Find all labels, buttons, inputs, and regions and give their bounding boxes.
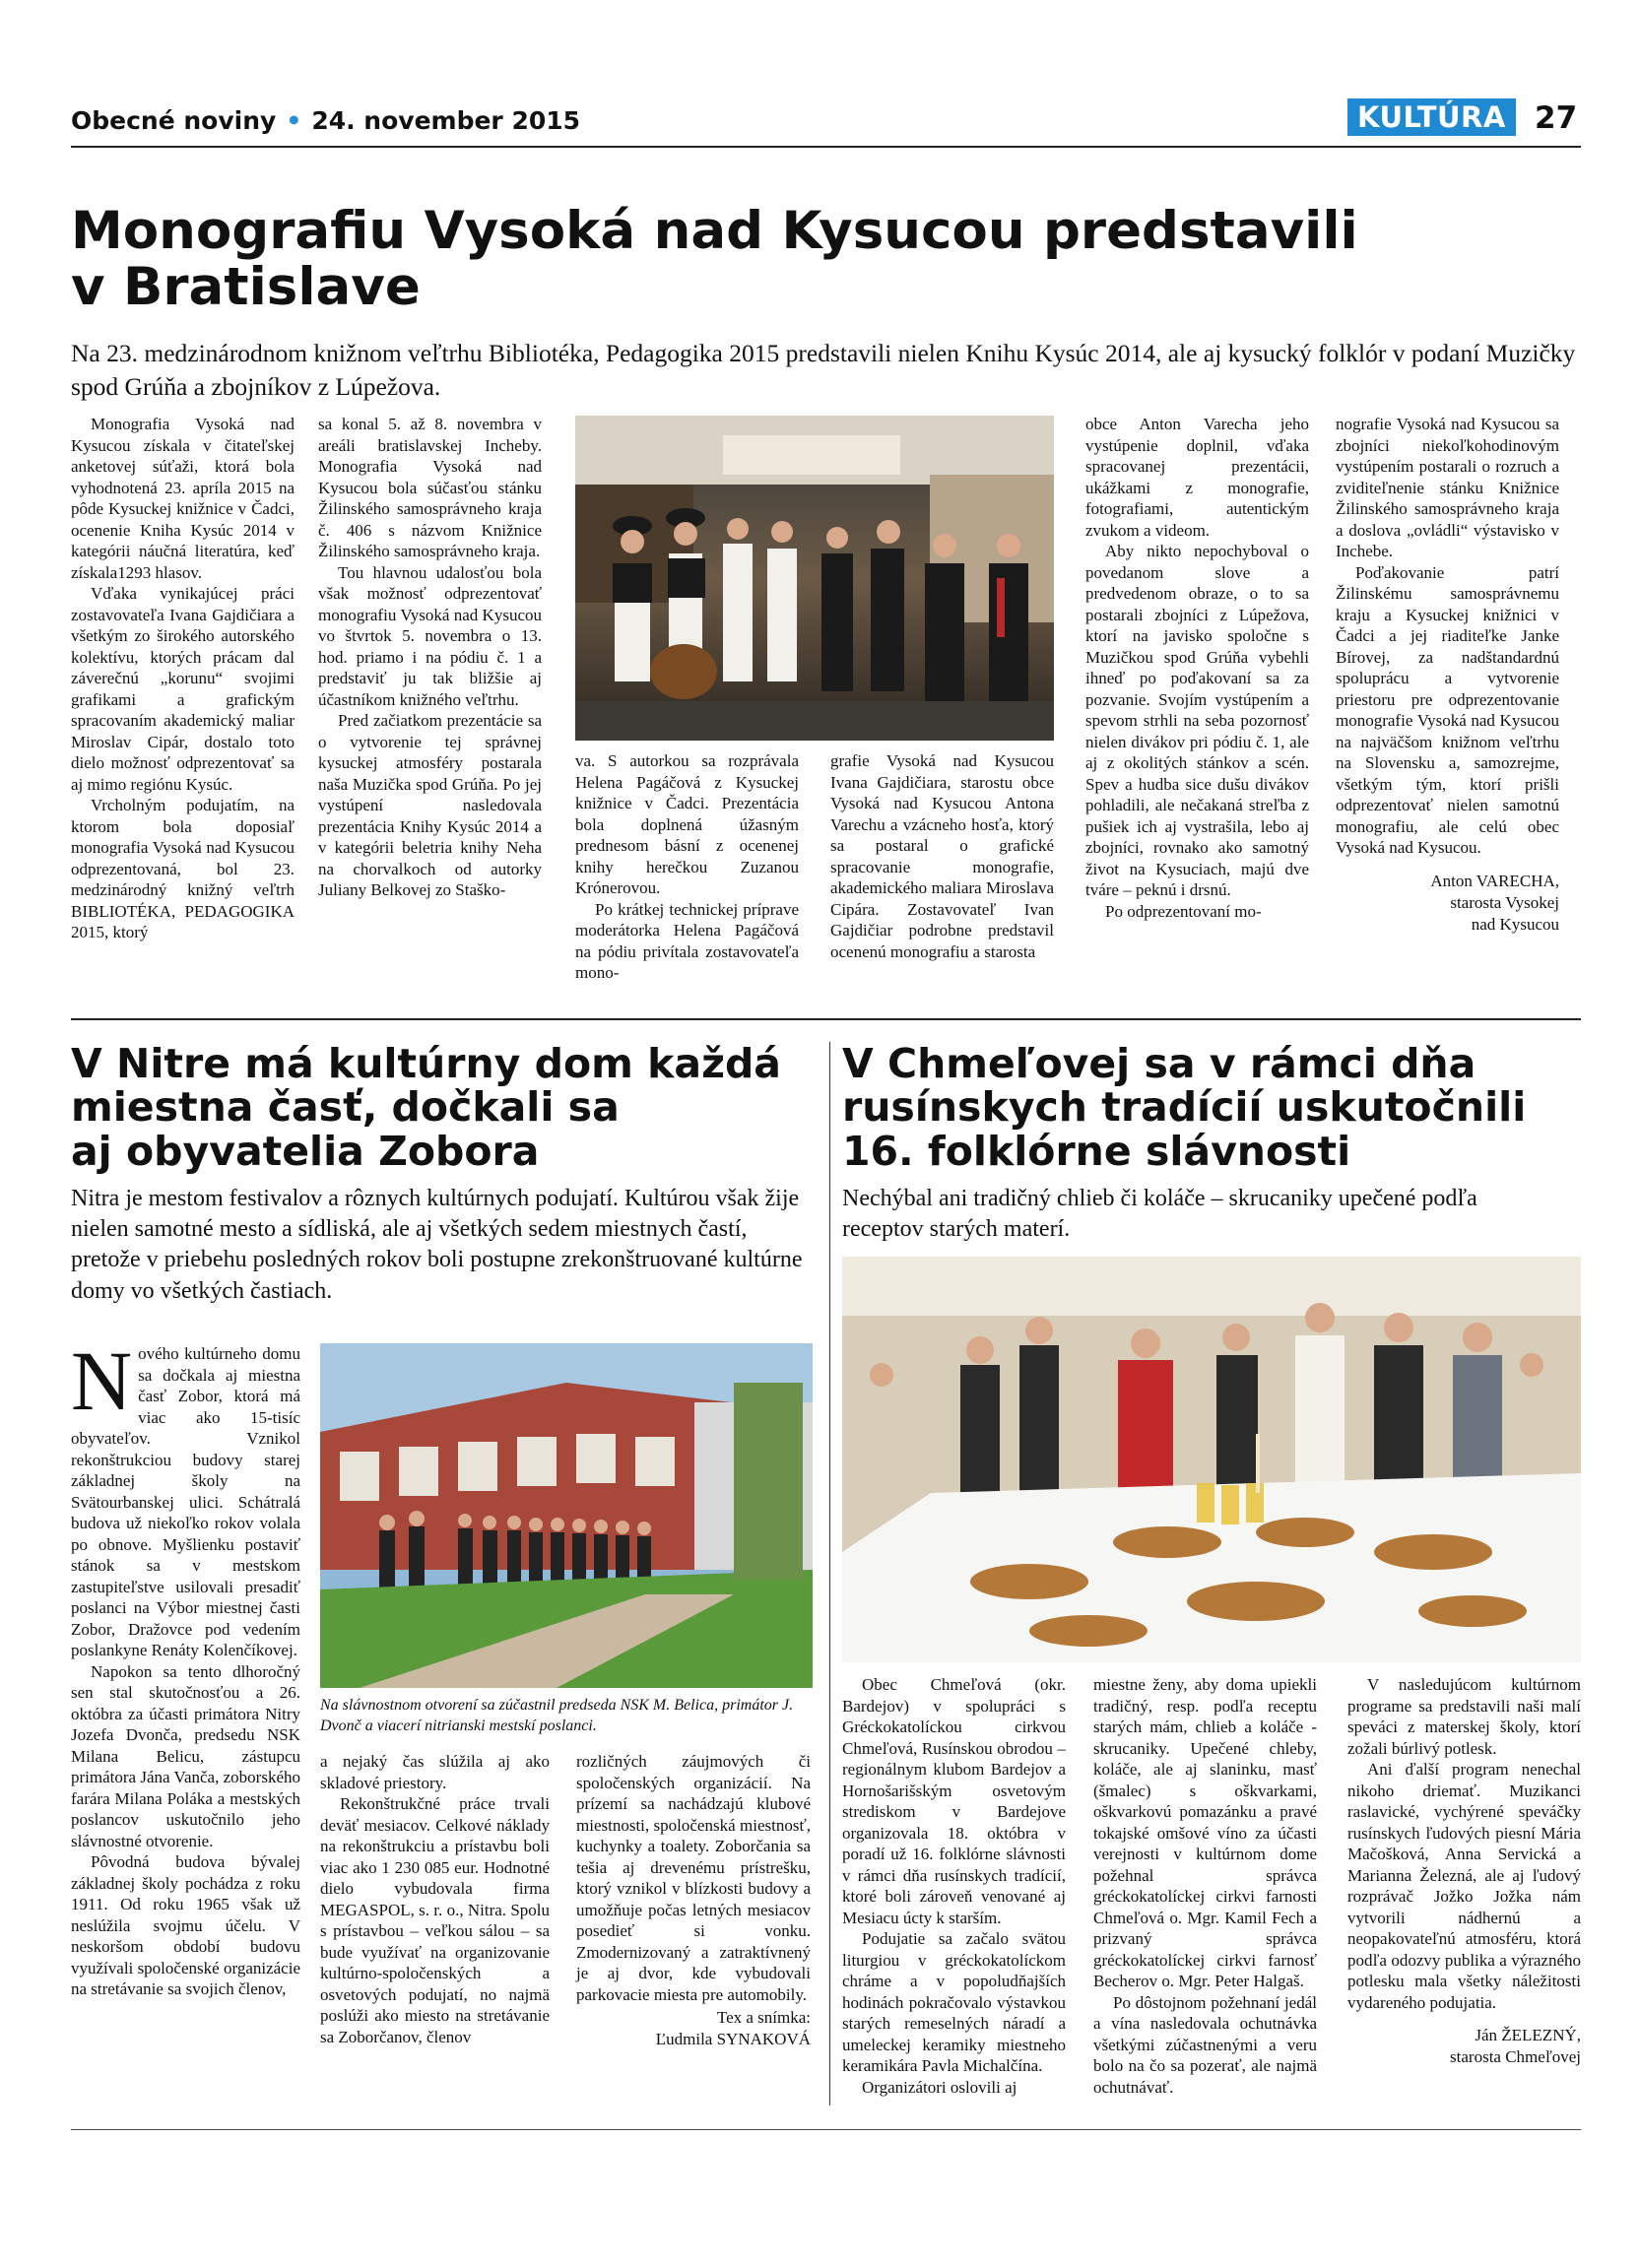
article2-title: V Nitre má kultúrny dom každá miestna časť, dočkali sa aj obyvatelia Zobora xyxy=(71,1040,781,1175)
article1-col3: va. S autorkou sa rozprávala Helena Pagáčová z Kysuckej knižnice v Čadci. Prezentácia bola doplnená úžasným prednesom básní z ocenenej knihy herečkou Zuzanou Krónerovou. Po krátkej technickej príprave moderátorka Helena Pagáčová na pódiu privítala zostavovateľa mono- xyxy=(575,751,799,982)
article3-signature: Ján ŽELEZNÝ, starosta Chmeľovej xyxy=(1450,2026,1581,2067)
separator-dot: • xyxy=(286,106,302,135)
issue-date: 24. november 2015 xyxy=(311,106,581,135)
photo-caption: Na slávnostnom otvorení sa zúčastnil predseda NSK M. Belica, primátor J. Dvonč a viacerí nitrianski mestskí poslanci. xyxy=(320,1697,794,1734)
article3-col1: Obec Chmeľová (okr. Bardejov) v spolupráci s Gréckokatolíckou cirkvou Chmeľová, Rusínskou obrodou – regionálnym klubom Bardejov a Hornošarišským osvetovým strediskom v Bardejove organizovala 18. októbra v poradí už 16. folklórne slávnosti v rámci dňa rusínskych tradícií, ktoré boli zároveň venované aj Mesiacu úcty k starším. Podujatie sa začalo svätou liturgiou v gréckokatolíckom chráme a v popoludňajších hodinách pokračovalo výstavkou starých remeselných náradí a umeleckej keramiky miestneho keramikára Pavla Michalčína. Organizátori oslovili aj xyxy=(842,1675,1066,2097)
zobor-opening-photo xyxy=(320,1343,813,1688)
footer-rule xyxy=(71,2129,1581,2130)
article1-col2: sa konal 5. až 8. novembra v areáli bratislavskej Incheby. Monografia Vysoká nad Kysucou bola súčasťou stánku Žilinského samosprávneho kraja č. 406 s názvom Knižnice Žilinského samosprávneho kraja. Tou hlavnou udalosťou bola však možnosť odprezentovať monografiu Vysoká nad Kysucou vo štvrtok 5. novembra o 13. hod. priamo i na pódiu č. 1 a predstaviť ju tak bližšie aj účastníkom knižného veľtrhu. Pred začiatkom prezentácie sa o vytvorenie tej správnej kysuckej atmosféry postarala naša Muzička spod Grúňa. Po jej vystúpení nasledovala prezentácia Knihy Kysúc 2014 a v kategórii beletria knihy Neha na chorvalkoch od autorky Juliany Belkovej zo Staško- xyxy=(318,415,542,899)
article2-lead: Nitra je mestom festivalov a rôznych kultúrnych podujatí. Kultúrou však žije nielen samotné mesto a sídliská, ale aj všetkých sedem miestnych častí, pretože v priebehu posledných rokov boli postupne zrekonštruované kultúrne domy vo všetkých častiach. xyxy=(71,1186,803,1304)
article1-col6: nografie Vysoká nad Kysucou sa zbojníci niekoľkohodinovým vystúpením postarali o rozruch a zviditeľnenie stánku Knižnice Žilinského samosprávneho kraja a doslova „ovládli“ výstavisko v Inchebe. Poďakovanie patrí Žilinskému samosprávnemu kraju a Kysuckej knižnici v Čadci a jej riaditeľke Janke Bírovej, za nadštandardnú spoluprácu a vytvorenie priestoru pre odprezentovanie monografie Vysoká nad Kysucou na najväčšom knižnom veľtrhu na Slovensku a, samozrejme, všetkým tým, ktorí prišli odprezentovať nielen samotnú monografiu, ale celú obec Vysoká nad Kysucou. Anton VARECHA, starosta Vysokej nad Kysucou xyxy=(1336,414,1559,936)
article1-col5: obce Anton Varecha jeho vystúpenie doplnil, vďaka spracovanej prezentácii, ukážkami z monografie, fotografiami, autentickým zvukom a videom. Aby nikto nepochyboval o povedanom slove a predvedenom obraze, o to sa postarali zbojníci z Lúpežova, ktorí na javisko spoločne s Muzičkou spod Grúňa vybehli ihneď po poďakovaní sa za pozvanie. Svojím vystúpením a spevom strhli na seba pozornosť nielen divákov pri pódiu č. 1, ale aj z okolitých stánkov a scén. Spev a hudba sice dušu divákov pohladili, ale nečakaná streľba z pušiek ich aj vystrašila, lebo aj zbojníci, rovnako ako samotný život na Kysuciach, majú dve tváre – peknú i drsnú. Po odprezentovaní mo- xyxy=(1085,415,1309,921)
header-rule xyxy=(71,146,1581,148)
article2-col3: rozličných záujmových či spoločenských organizácií. Na prízemí sa nachádzajú klubové miestnosti, spoločenská miestnosť, kuchynky a toalety. Zoborčania sa tešia aj drevenému prístrešku, ktorý vznikol v blízkosti budovy a umožňuje počas letných mesiacov posedieť si vonku. Zmodernizovaný a zatraktívnený je aj dvor, kde vybudovali parkovacie miesta pre automobily. Tex a snímka: Ľudmila SYNAKOVÁ xyxy=(576,1751,811,2050)
publication-name: Obecné noviny xyxy=(71,106,277,135)
page-number: 27 xyxy=(1535,100,1578,136)
article-divider xyxy=(71,1018,1581,1020)
article3-lead: Nechýbal ani tradičný chlieb či koláče – skrucaniky upečené podľa receptov starých materí. xyxy=(842,1186,1477,1243)
article3-col2: miestne ženy, aby doma upiekli tradičný, resp. podľa receptu starých mám, chlieb a koláče - skrucaniky. Upečené chleby, koláče, ale aj slaninku, masť (šmalec) s oškvarkami, oškvarkovú pomazánku a pravé tokajské omšové víno za účasti verejnosti v kultúrnom dome požehnal správca gréckokatolíckej cirkvi farnosti Chmeľová o. Mgr. Kamil Fech a prizvaný správca gréckokatolíckej cirkvi farnosť Becherov o. Mgr. Peter Halgaš. Po dôstojnom požehnaní jedál a vína nasledovala ochutnávka všetkými zúčastnenými a veru bolo na čo sa pozerať, ale najmä ochutnávať. xyxy=(1093,1675,1317,2097)
article1-col4: grafie Vysoká nad Kysucou Ivana Gajdičiara, starostu obce Vysoká nad Kysucou Antona Varechu a vzácneho hosťa, ktorý sa postaral o grafické spracovanie monografie, akademického maliara Miroslava Cipára. Zostavovateľ Ivan Gajdičiar podrobne predstavil ocenenú monografiu a starosta xyxy=(830,751,1054,961)
article1-lead: Na 23. medzinárodnom knižnom veľtrhu Bibliotéka, Pedagogika 2015 predstavili nielen Knihu Kysúc 2014, ale aj kysucký folklór v podaní Muzičky spod Grúňa a zbojníkov z Lúpežova. xyxy=(71,339,1576,401)
article1-title: Monografiu Vysoká nad Kysucou predstavili v Bratislave xyxy=(71,201,1358,318)
article2-credit: Tex a snímka: Ľudmila SYNAKOVÁ xyxy=(655,2008,811,2049)
book-fair-photo xyxy=(575,416,1054,741)
article3-col3: V nasledujúcom kultúrnom programe sa predstavili naši malí speváci z materskej školy, ktorí zožali búrlivý potlesk. Ani ďalší program nenechal nikoho driemať. Muzikanci raslavické, vychýrené speváčky rusínskych ľudových piesní Mária Mačošková, Anna Servická a Marianna Železná, ale aj ľudový rozprávač Jožko Jožka nám vytvorili nádhernú a neopakovateľnú atmosféru, ktorá podľa odozvy publika a výrazného potlesku mala všetky náležitosti vydareného podujatia. Ján ŽELEZNÝ, starosta Chmeľovej xyxy=(1347,1674,1581,2068)
blessing-photo xyxy=(842,1257,1581,1662)
article1-signature: Anton VARECHA, starosta Vysokej nad Kysucou xyxy=(1430,871,1559,934)
column-divider xyxy=(829,1042,830,2106)
dropcap-letter: N xyxy=(71,1333,133,1428)
article3-title: V Chmeľovej sa v rámci dňa rusínskych tradícií uskutočnili 16. folklórne slávnosti xyxy=(842,1040,1527,1175)
article2-col1: Nového kultúrneho domu sa dočkala aj miestna časť Zobor, ktorá má viac ako 15-tisíc obyvateľov. Vznikol rekonštrukciou budovy starej základnej školy na Svätourbanskej ulici. Schátralá budova už niekoľko rokov volala po obnove. Myšlienku postaviť stánok sa v mestskom zastupiteľstve usilovali presadiť poslanci na Výbor miestnej časti Zobor, Dražovce pod vedením poslankyne Renáty Kolenčíkovej. Napokon sa tento dlhoročný sen stal skutočnosťou a 26. októbra za účasti primátora Nitry Jozefa Dvonča, predsedu NSK Milana Belicu, zástupcu primátora Jána Vanča, zoborského farára Milana Poláka a mestských poslancov uskutočnilo jeho slávnostné otvorenie. Pôvodná budova bývalej základnej školy pochádza z roku 1911. Od roku 1965 však už neslúžila svojmu účelu. V neskoršom období budovu využívali spoločenské organizácie na stretávanie sa svojich členov, xyxy=(71,1333,300,1998)
article2-col2: a nejaký čas slúžila aj ako skladové priestory. Rekonštrukčné práce trvali deväť mesiacov. Celkové náklady na rekonštrukciu a prístavbu boli viac ako 1 230 085 eur. Hodnotné dielo vybudovala firma MEGASPOL, s. r. o., Nitra. Spolu s prístavbou – veľkou sálou – sa bude využívať na organizovanie kultúrno-spoločenských a osvetových podujatí, no najmä poslúži ako miesto na stretávanie sa Zoborčanov, členov xyxy=(320,1752,550,2046)
section-label: KULTÚRA xyxy=(1347,98,1516,136)
article1-col1: Monografia Vysoká nad Kysucou získala v čitateľskej anketovej súťaži, ktorá bola vyhodnotená 23. apríla 2015 na pôde Kysuckej knižnice v Čadci, ocenenie Kniha Kysúc 2014 v kategórii náučná literatúra, keď získala1293 hlasov. Vďaka vynikajúcej práci zostavovateľa Ivana Gajdičiara a všetkým zo širokého autorského kolektívu, ktorých prácam dal záverečnú „korunu“ svojimi grafikami a grafickým spracovaním akademický maliar Miroslav Cipár, dostalo toto dielo možnosť odprezentovať sa aj mimo regiónu Kysúc. Vrcholným podujatím, na ktorom bola doposiaľ monografia Vysoká nad Kysucou odprezentovaná, bol 23. medzinárodný knižný veľtrh BIBLIOTÉKA, PEDAGOGIKA 2015, ktorý xyxy=(71,415,295,941)
publication-header xyxy=(71,106,580,135)
